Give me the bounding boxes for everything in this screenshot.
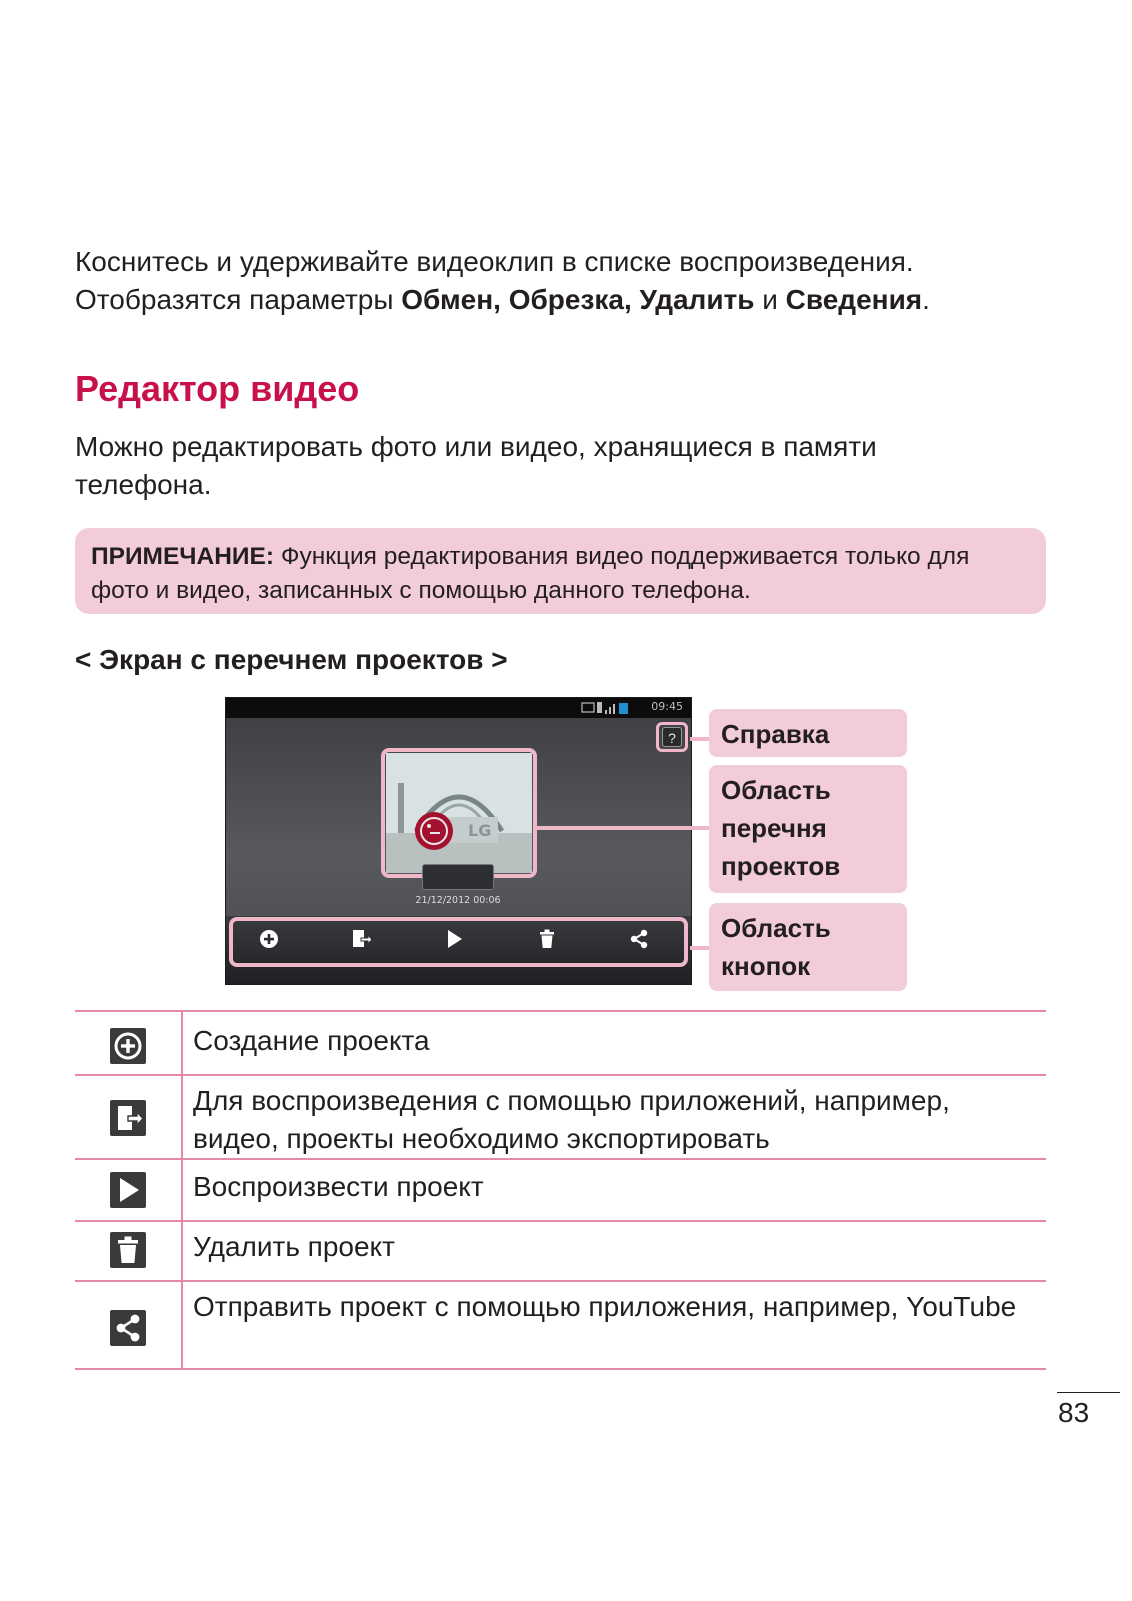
- status-bar: [226, 698, 691, 718]
- svg-text:LG: LG: [468, 821, 492, 840]
- trash-icon[interactable]: [534, 926, 560, 952]
- intro-paragraph: [75, 243, 1075, 319]
- note-text: Функция редактирования видео поддерживается только для фото и видео, записанных с помощью данного телефона.: [91, 543, 970, 604]
- export-icon[interactable]: [348, 926, 374, 952]
- help-highlight: [656, 722, 688, 752]
- table-row-text: Удалить проект: [193, 1231, 395, 1262]
- thumbnail-highlight: [381, 748, 537, 878]
- intro-options-bold: Обмен, Обрезка, Удалить: [401, 284, 755, 315]
- project-title-box[interactable]: [422, 864, 494, 890]
- play-icon[interactable]: [441, 926, 467, 952]
- section-description: Можно редактировать фото или видео, хранящиеся в памяти телефона.: [75, 431, 877, 500]
- note-box: [75, 528, 1046, 614]
- page-number: 83: [1058, 1397, 1090, 1428]
- export-icon: [110, 1100, 146, 1136]
- intro-line-2-end: .: [922, 284, 930, 315]
- callout-project-list-area: Область перечня проектов: [709, 765, 907, 893]
- add-icon: [110, 1028, 146, 1064]
- intro-details-bold: Сведения: [785, 284, 923, 315]
- list-connector: [536, 826, 711, 830]
- table-row-text: Создание проекта: [193, 1025, 430, 1056]
- table-bottom-rule: [75, 1368, 1046, 1370]
- table-row: [75, 1010, 1046, 1074]
- share-icon[interactable]: [626, 926, 652, 952]
- status-icons: [581, 701, 631, 715]
- intro-line-2-prefix: Отобразятся параметры: [75, 284, 402, 315]
- status-time: 09:45: [651, 700, 683, 713]
- trash-icon: [110, 1232, 146, 1268]
- phone-screenshot: [225, 697, 692, 985]
- intro-line-1: Коснитесь и удерживайте видеоклип в списке воспроизведения.: [75, 246, 914, 277]
- play-icon: [110, 1172, 146, 1208]
- add-icon[interactable]: [256, 926, 282, 952]
- page-number-rule: [1057, 1392, 1120, 1393]
- intro-line-2: [75, 281, 1075, 319]
- share-icon: [110, 1310, 146, 1346]
- callout-help: Справка: [709, 709, 907, 757]
- table-row: [75, 1220, 1046, 1280]
- table-row-text: Воспроизвести проект: [193, 1171, 484, 1202]
- help-connector: [690, 737, 711, 741]
- callout-buttons-area: Область кнопок: [709, 903, 907, 991]
- section-title: Редактор видео: [75, 368, 360, 409]
- buttons-connector: [690, 946, 711, 950]
- table-row: [75, 1280, 1046, 1370]
- projects-screen-heading: < Экран с перечнем проектов >: [75, 644, 508, 675]
- intro-line-2-mid: и: [754, 284, 786, 315]
- table-row-text: Отправить проект с помощью приложения, например, YouTube: [193, 1291, 1017, 1322]
- table-row: [75, 1158, 1046, 1220]
- help-button[interactable]: ?: [662, 727, 682, 747]
- table-row-text: Для воспроизведения с помощью приложений, например, видео, проекты необходимо экспортировать: [193, 1085, 950, 1154]
- table-row: [75, 1074, 1046, 1158]
- project-date: 21/12/2012 00:06: [415, 895, 501, 906]
- note-label: ПРИМЕЧАНИЕ:: [91, 543, 275, 570]
